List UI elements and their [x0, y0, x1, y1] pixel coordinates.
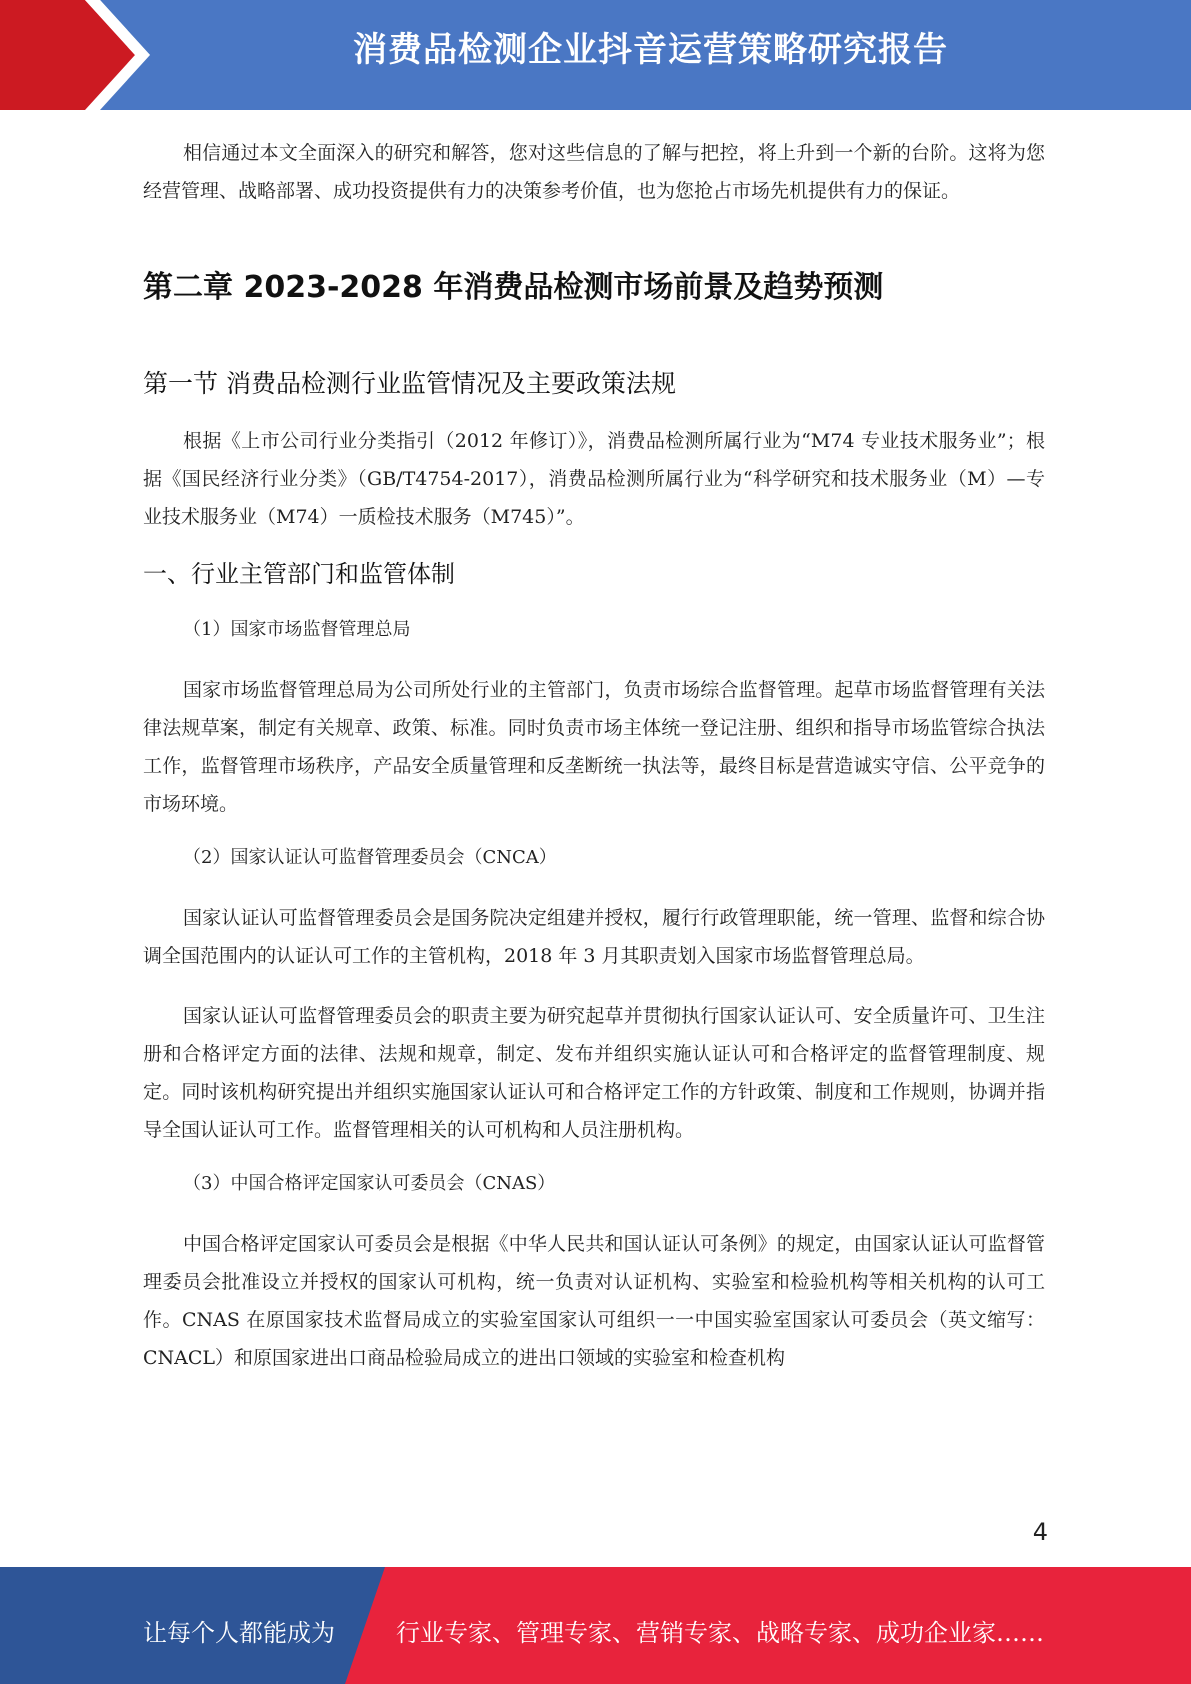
document-body — [143, 134, 1045, 1377]
subsection-title: 一、行业主管部门和监管体制 — [143, 560, 455, 588]
section-title: 第一节 消费品检测行业监管情况及主要政策法规 — [143, 369, 676, 398]
item-3-paragraph: 中国合格评定国家认可委员会是根据《中华人民共和国认证认可条例》的规定，由国家认证认可监督管理委员会批准设立并授权的国家认可机构，统一负责对认证机构、实验室和检验机构等相关机构的认可工作。CNAS 在原国家技术监督局成立的实验室国家认可组织一一中国实验室国家认可委员会（英文缩写：CNACL）和原国家进出口商品检验局成立的进出口领域的实验室和检查机构 — [143, 1233, 1045, 1369]
section-paragraph: 根据《上市公司行业分类指引（2012 年修订）》，消费品检测所属行业为“M74 专业技术服务业”；根据《国民经济行业分类》（GB/T4754-2017），消费品检测所属行业为“科学研究和技术服务业（M）—专业技术服务业（M74）一质检技术服务（M745）”。 — [143, 430, 1045, 528]
item-1-paragraph: 国家市场监督管理总局为公司所处行业的主管部门，负责市场综合监督管理。起草市场监督管理有关法律法规草案，制定有关规章、政策、标准。同时负责市场主体统一登记注册、组织和指导市场监管综合执法工作，监督管理市场秩序，产品安全质量管理和反垄断统一执法等，最终目标是营造诚实守信、公平竞争的市场环境。 — [143, 679, 1045, 815]
header-arrow-decoration — [0, 0, 160, 110]
item-2-paragraph-1: 国家认证认可监督管理委员会是国务院决定组建并授权，履行行政管理职能，统一管理、监督和综合协调全国范围内的认证认可工作的主管机构，2018 年 3 月其职责划入国家市场监督管理总局。 — [143, 907, 1045, 967]
item-2-label: （2）国家认证认可监督管理委员会（CNCA） — [183, 847, 557, 868]
footer-slogan-right: 行业专家、管理专家、营销专家、战略专家、成功企业家…… — [396, 1619, 1044, 1647]
item-3-label: （3）中国合格评定国家认可委员会（CNAS） — [183, 1173, 556, 1194]
page-number: 4 — [1032, 1518, 1048, 1546]
item-1-label: （1）国家市场监督管理总局 — [183, 619, 411, 640]
footer-slogan-left: 让每个人都能成为 — [143, 1619, 335, 1647]
item-2-paragraph-2: 国家认证认可监督管理委员会的职责主要为研究起草并贯彻执行国家认证认可、安全质量许可、卫生注册和合格评定方面的法律、法规和规章，制定、发布并组织实施认证认可和合格评定的监督管理制度、规定。同时该机构研究提出并组织实施国家认证认可和合格评定工作的方针政策、制度和工作规则，协调并指导全国认证认可工作。监督管理相关的认可机构和人员注册机构。 — [143, 1005, 1045, 1141]
page-footer — [0, 1567, 1191, 1684]
report-title: 消费品检测企业抖音运营策略研究报告 — [353, 30, 948, 70]
chapter-title: 第二章 2023-2028 年消费品检测市场前景及趋势预测 — [143, 270, 884, 305]
page-header — [0, 0, 1191, 110]
intro-paragraph: 相信通过本文全面深入的研究和解答，您对这些信息的了解与把控，将上升到一个新的台阶。这将为您经营管理、战略部署、成功投资提供有力的决策参考价值，也为您抢占市场先机提供有力的保证。 — [143, 142, 1045, 202]
